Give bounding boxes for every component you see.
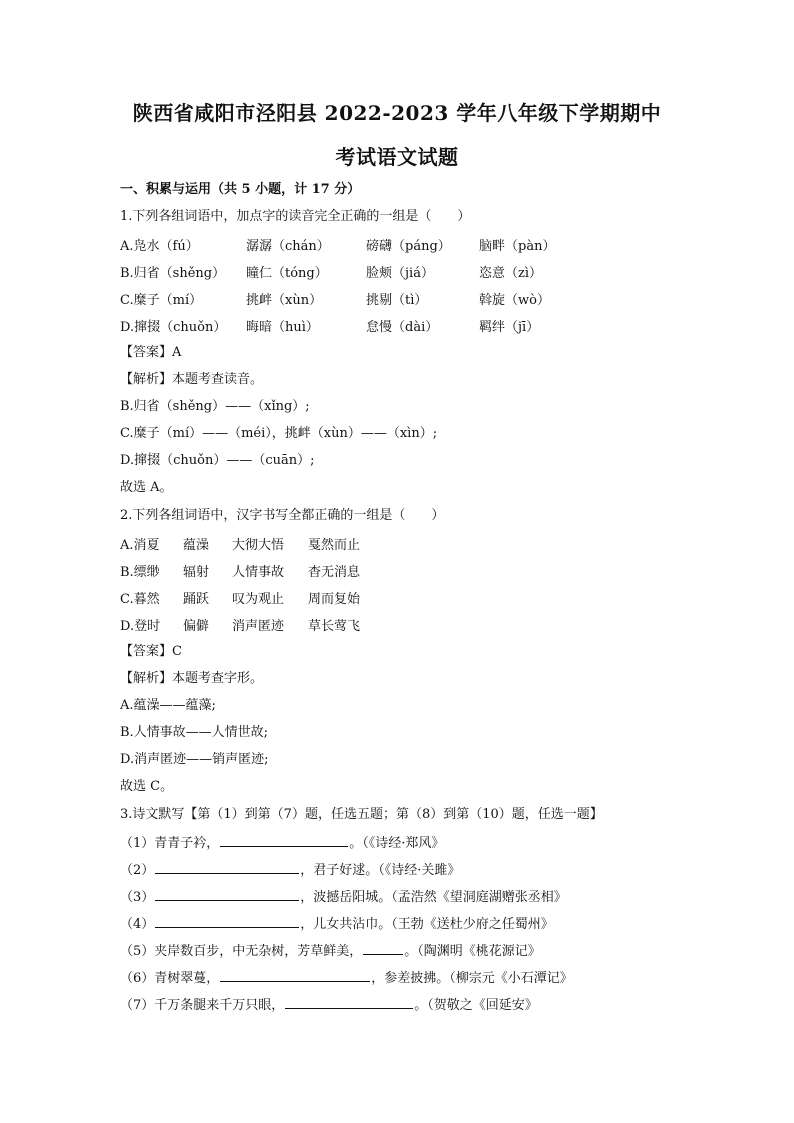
q1-option-a-4: 脑畔（pàn） bbox=[479, 239, 556, 254]
q2-option-c-1: C.暮然 bbox=[120, 592, 160, 607]
q1-option-d-2: 晦暗（huì） bbox=[246, 320, 319, 335]
q1-analysis: 【解析】本题考查读音。 bbox=[120, 372, 264, 387]
q2-option-b-4: 杳无消息 bbox=[308, 565, 361, 580]
q2-option-b-2: 辐射 bbox=[183, 565, 210, 580]
q2-option-d-1: D.登时 bbox=[120, 619, 161, 634]
q1-note-c: C.糜子（mí）——（méi），挑衅（xùn）——（xìn）; bbox=[120, 426, 438, 441]
q1-option-c-3: 挑剔（tì） bbox=[366, 293, 428, 308]
q3-item-3-blank[interactable] bbox=[155, 887, 299, 901]
q1-option-d-3: 怠慢（dài） bbox=[366, 320, 439, 335]
q2-stem: 2.下列各组词语中，汉字书写全都正确的一组是（ ） bbox=[120, 508, 445, 523]
q3-stem: 3.诗文默写【第（1）到第（7）题，任选五题；第（8）到第（10）题，任选一题】 bbox=[120, 807, 603, 822]
document-title-line2: 考试语文试题 bbox=[335, 145, 459, 169]
q3-item-4-blank[interactable] bbox=[155, 914, 299, 928]
q3-item-4-pre: （4） bbox=[120, 917, 155, 932]
document-title-line1: 陕西省咸阳市泾阳县 2022-2023 学年八年级下学期期中 bbox=[132, 101, 662, 125]
q1-option-b-2: 瞳仁（tóng） bbox=[246, 266, 328, 281]
q2-option-d-2: 偏僻 bbox=[183, 619, 210, 634]
q1-option-b-1: B.归省（shěng） bbox=[120, 266, 226, 281]
q1-option-a-3: 磅礴（páng） bbox=[366, 239, 451, 254]
q3-item-5 bbox=[120, 941, 541, 961]
q3-item-3-post: ，波撼岳阳城。（孟浩然《望洞庭湖赠张丞相》 bbox=[300, 890, 567, 905]
q3-item-6-blank[interactable] bbox=[220, 968, 370, 982]
q3-item-3 bbox=[120, 887, 567, 907]
q2-option-d-4: 草长莺飞 bbox=[308, 619, 361, 634]
q2-option-a-1: A.消夏 bbox=[120, 538, 160, 553]
q3-item-6 bbox=[120, 968, 573, 988]
q2-option-c-4: 周而复始 bbox=[308, 592, 361, 607]
q1-option-c-2: 挑衅（xùn） bbox=[246, 293, 323, 308]
q3-item-1 bbox=[120, 833, 444, 853]
q3-item-2-blank[interactable] bbox=[155, 860, 299, 874]
q2-option-c-3: 叹为观止 bbox=[232, 592, 285, 607]
q2-option-b-3: 人情事故 bbox=[232, 565, 285, 580]
q2-option-a-2: 蕴澡 bbox=[183, 538, 210, 553]
q1-option-a-2: 潺潺（chán） bbox=[246, 239, 330, 254]
q1-note-b: B.归省（shěng）——（xǐng）; bbox=[120, 399, 310, 414]
q2-answer: 【答案】C bbox=[120, 644, 182, 659]
q1-conclusion: 故选 A。 bbox=[120, 480, 173, 495]
q1-option-a-1: A.凫水（fú） bbox=[120, 239, 199, 254]
q3-item-4-post: ，儿女共沾巾。（王勃《送杜少府之任蜀州》 bbox=[300, 917, 554, 932]
q3-item-1-pre: （1）青青子衿， bbox=[120, 836, 220, 851]
q2-option-c-2: 踊跃 bbox=[183, 592, 210, 607]
q3-item-7-blank[interactable] bbox=[285, 995, 413, 1009]
q2-note-d: D.消声匿迹——销声匿迹; bbox=[120, 752, 269, 767]
q3-item-1-post: 。（《诗经·郑风》 bbox=[349, 836, 445, 851]
q1-note-d: D.撺掇（chuǒn）——（cuān）; bbox=[120, 453, 315, 468]
q1-option-d-4: 羁绊（jī） bbox=[479, 320, 540, 335]
q1-answer: 【答案】A bbox=[120, 345, 182, 360]
q3-item-1-blank[interactable] bbox=[220, 833, 348, 847]
q3-item-4 bbox=[120, 914, 554, 934]
q3-item-6-pre: （6）青树翠蔓， bbox=[120, 971, 220, 986]
q1-option-c-4: 斡旋（wò） bbox=[479, 293, 550, 308]
q2-analysis: 【解析】本题考查字形。 bbox=[120, 671, 264, 686]
q2-option-a-3: 大彻大悟 bbox=[232, 538, 285, 553]
q1-option-c-1: C.糜子（mí） bbox=[120, 293, 203, 308]
q2-note-a: A.蕴澡——蕴藻; bbox=[120, 698, 216, 713]
section-heading: 一、积累与运用（共 5 小题，计 17 分） bbox=[120, 182, 361, 197]
q3-item-6-post: ，参差披拂。（柳宗元《小石潭记》 bbox=[371, 971, 573, 986]
q1-option-b-4: 恣意（zì） bbox=[479, 266, 543, 281]
q3-item-2-pre: （2） bbox=[120, 863, 155, 878]
q1-option-d-1: D.撺掇（chuǒn） bbox=[120, 320, 227, 335]
q3-item-2-post: ，君子好逑。（《诗经·关雎》 bbox=[300, 863, 461, 878]
q2-option-a-4: 戛然而止 bbox=[308, 538, 361, 553]
q1-option-b-3: 脸颊（jiá） bbox=[366, 266, 434, 281]
q2-note-b: B.人情事故——人情世故; bbox=[120, 725, 269, 740]
q3-item-2 bbox=[120, 860, 460, 880]
q2-conclusion: 故选 C。 bbox=[120, 779, 174, 794]
q3-item-3-pre: （3） bbox=[120, 890, 155, 905]
q3-item-7 bbox=[120, 995, 538, 1015]
q3-item-5-blank[interactable] bbox=[363, 941, 403, 955]
q2-option-b-1: B.缥缈 bbox=[120, 565, 160, 580]
q3-item-5-post: 。（陶渊明《桃花源记》 bbox=[404, 944, 541, 959]
q2-option-d-3: 消声匿迹 bbox=[232, 619, 285, 634]
q1-stem: 1.下列各组词语中，加点字的读音完全正确的一组是（ ） bbox=[120, 209, 471, 224]
q3-item-7-post: 。（贺敬之《回延安》 bbox=[414, 998, 538, 1013]
q3-item-7-pre: （7）千万条腿来千万只眼， bbox=[120, 998, 285, 1013]
q3-item-5-pre: （5）夹岸数百步，中无杂树，芳草鲜美， bbox=[120, 944, 363, 959]
